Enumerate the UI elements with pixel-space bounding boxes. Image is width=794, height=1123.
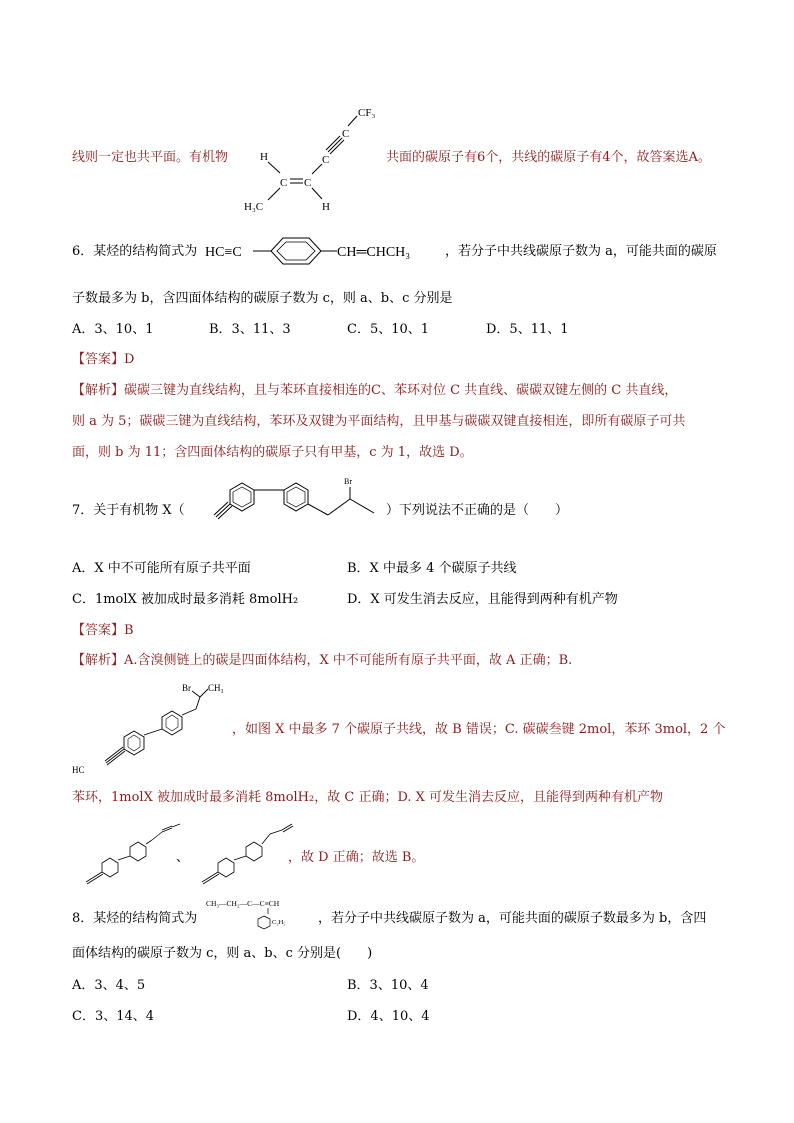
atom-c4: C <box>342 128 350 140</box>
atom-c2: C <box>304 177 312 189</box>
q6-formula-left: HC≡C <box>205 245 242 260</box>
q7-analysis-line2: ，如图 X 中最多 7 个碳原子共线，故 B 错误；C. 碳碳叁键 2mol，苯环 3mol，2 个 <box>232 722 726 737</box>
q7-option-a: A．X 中不可能所有原子共平面 <box>72 561 251 576</box>
cf3-label: CF₃ <box>358 107 376 119</box>
q8-sub-label: C₂H₅ <box>272 919 286 926</box>
q8-stem-c: 面体结构的碳原子数为 c，则 a、b、c 分别是( ) <box>72 946 373 961</box>
q8-chain-label: CH₃—CH₂—C—C≡CH <box>206 899 280 908</box>
q8-structure <box>206 896 316 940</box>
q8-option-a: A．3、4、5 <box>72 978 146 993</box>
q6-option-a: A．3、10、1 <box>72 322 154 337</box>
q7-product-1-figure <box>72 818 182 894</box>
intro-text-suffix: 共面的碳原子有6个，共线的碳原子有4个，故答案选A。 <box>386 150 711 165</box>
intro-text-prefix: 线则一定也共平面。有机物 <box>72 150 229 165</box>
q7-option-d: D．X 可发生消去反应，且能得到两种有机产物 <box>347 592 618 607</box>
q8-stem-a: 8．某烃的结构简式为 <box>72 911 198 926</box>
q8-option-c: C．3、14、4 <box>72 1009 155 1024</box>
q7-answer: B <box>124 623 134 638</box>
q7-analysis-line1: A.含溴侧链上的碳是四面体结构，X 中不可能所有原子共平面，故 A 正确；B. <box>124 653 573 668</box>
q7-stem-b: ）下列说法不正确的是（ ） <box>386 503 569 518</box>
q6-structure <box>203 232 443 276</box>
q6-analysis-line2: 则 a 为 5；碳碳三键为直线结构，苯环及双键为平面结构，且甲基与碳碳双键直接相连，即所有碳原子可共 <box>72 414 686 429</box>
q6-option-d: D．5、11、1 <box>486 322 569 337</box>
q6-stem-a: 6．某烃的结构简式为 <box>72 244 198 259</box>
q6-formula-right: CH═CHCH₃ <box>337 245 411 260</box>
q7-stem-a: 7．关于有机物 X（ <box>72 503 185 518</box>
q6-option-b: B．3、11、3 <box>209 322 291 337</box>
q7-structure <box>200 473 390 557</box>
fig-hc-label: HC <box>72 765 85 775</box>
atom-h2: H <box>322 201 330 213</box>
q8-option-d: D．4、10、4 <box>347 1009 430 1024</box>
q7-option-b: B．X 中最多 4 个碳原子共线 <box>347 561 517 576</box>
atom-c3: C <box>322 154 330 166</box>
q6-analysis-line1: 碳碳三键为直线结构，且与苯环直接相连的C、苯环对位 C 共直线、碳碳双键左侧的 C 共直线， <box>124 383 678 398</box>
q7-analysis-figure <box>72 677 232 781</box>
cf3-alkyne-structure <box>240 100 390 219</box>
q6-analysis-label: 【解析】 <box>72 383 125 398</box>
atom-h1: H <box>260 151 268 163</box>
atom-c1: C <box>280 177 288 189</box>
q8-option-b: B．3、10、4 <box>347 978 429 993</box>
q6-stem-c: 子数最多为 b，含四面体结构的碳原子数为 c，则 a、b、c 分别是 <box>72 291 453 306</box>
q7-answer-label: 【答案】 <box>72 623 125 638</box>
q6-analysis-line3: 面，则 b 为 11；含四面体结构的碳原子只有甲基，c 为 1，故选 D。 <box>72 445 473 460</box>
q6-option-c: C．5、10、1 <box>347 322 430 337</box>
q7-analysis-label: 【解析】 <box>72 653 125 668</box>
q7-br-label: Br <box>344 477 352 486</box>
fig-br-label: Br <box>182 683 191 693</box>
q8-stem-b: ，若分子中共线碳原子数为 a，可能共面的碳原子数最多为 b，含四 <box>318 911 707 926</box>
q6-stem-b: ，若分子中共线碳原子数为 a，可能共面的碳原 <box>445 244 717 259</box>
fig-ch3-label: CH₃ <box>208 683 224 693</box>
q6-answer: D <box>124 352 135 367</box>
q6-answer-label: 【答案】 <box>72 352 125 367</box>
q7-product-2-figure <box>188 818 298 894</box>
q7-option-c: C．1molX 被加成时最多消耗 8molH₂ <box>72 592 299 607</box>
atom-h3c: H₃C <box>244 201 264 213</box>
q7-products-separator: 、 <box>176 850 190 865</box>
q7-analysis-line4: ，故 D 正确；故选 B。 <box>288 850 425 865</box>
q7-analysis-line3: 苯环，1molX 被加成时最多消耗 8molH₂，故 C 正确；D. X 可发生消去反应，且能得到两种有机产物 <box>72 790 664 805</box>
